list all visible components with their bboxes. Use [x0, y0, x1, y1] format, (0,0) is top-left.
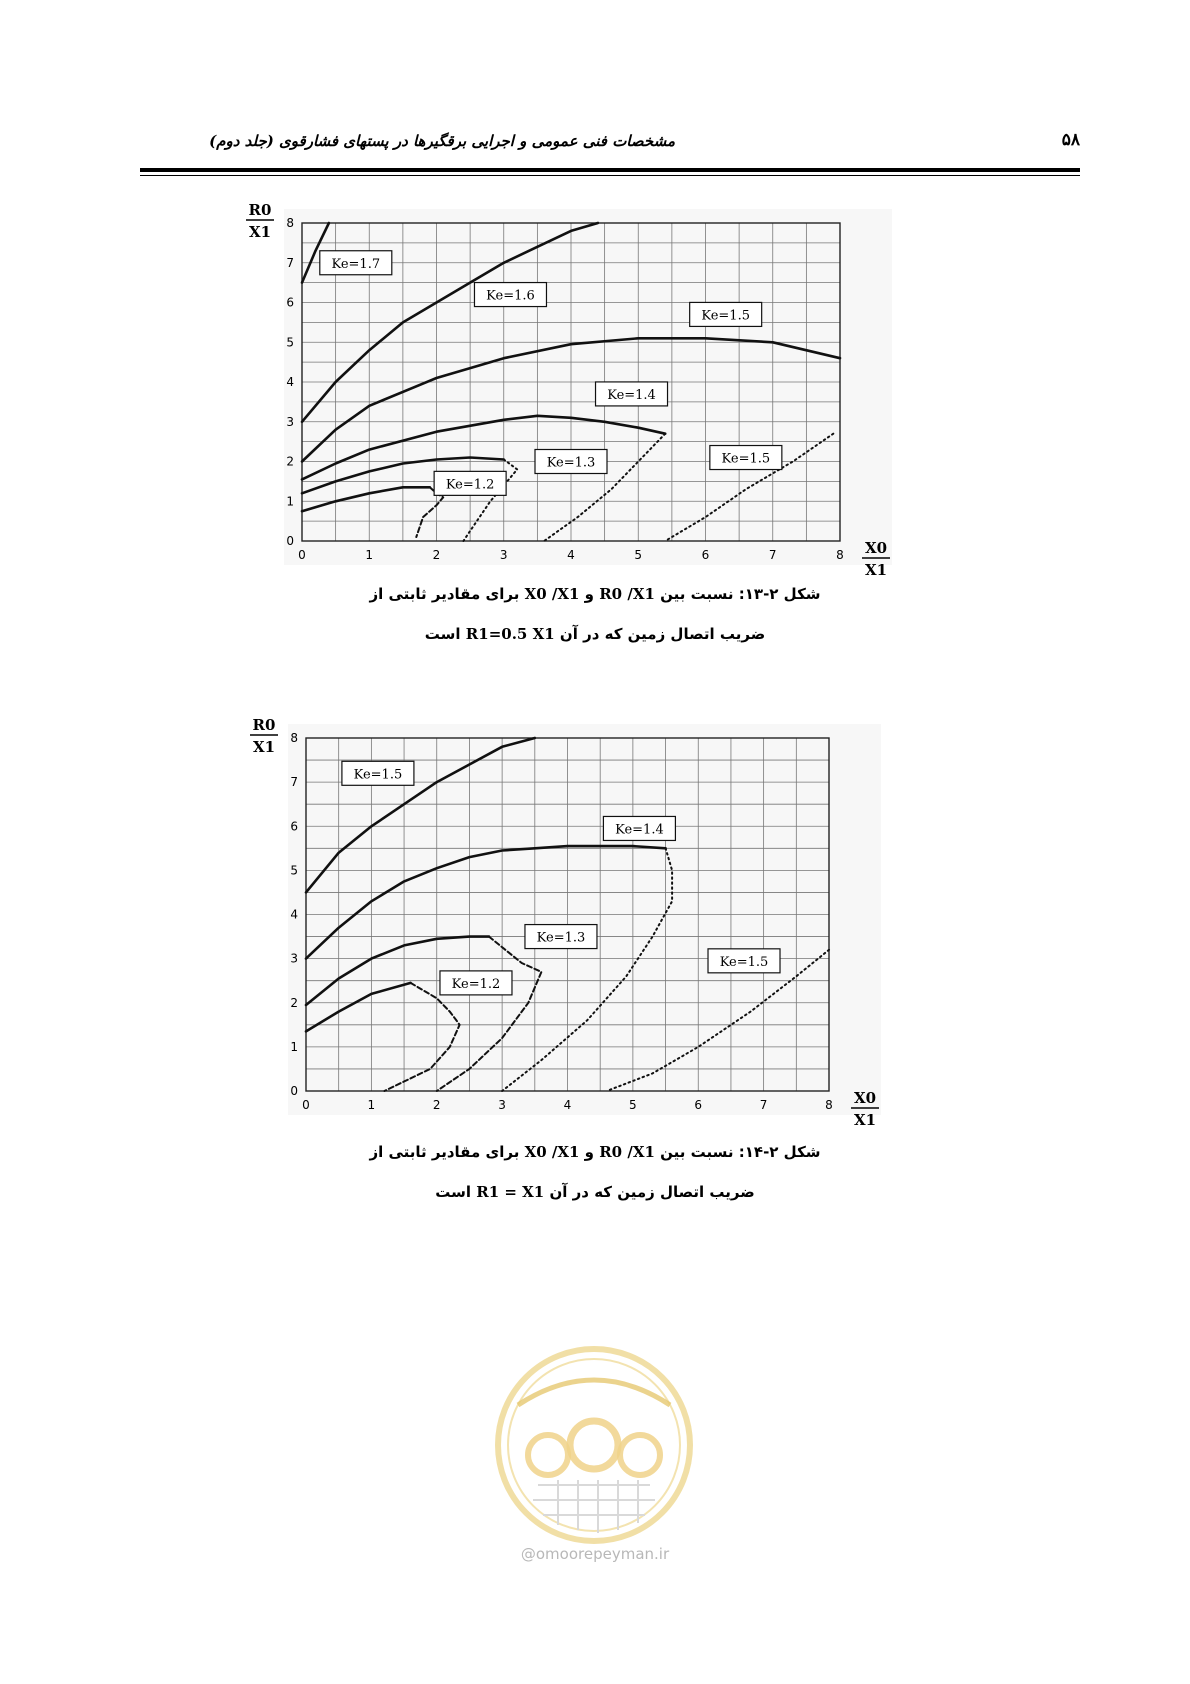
x-tick-label: 5 — [629, 1098, 637, 1112]
y-tick-label: 4 — [286, 375, 294, 389]
caption-1-ratio-a: R0 /X1 — [599, 585, 655, 603]
caption-2-post: برای مقادیر ثابتی از — [369, 1143, 520, 1161]
figure-2-caption-line2 — [0, 1183, 1190, 1201]
page-number: ۵۸ — [1061, 130, 1080, 150]
caption-1-line2-pre: ضریب اتصال زمین که در آن — [559, 625, 766, 643]
y-tick-label: 5 — [290, 863, 298, 878]
y-tick-label: 8 — [286, 216, 294, 230]
figure-1-caption-line2 — [0, 625, 1190, 643]
x-axis-label-numerator: X0 — [864, 539, 888, 557]
caption-2-line2-post: است — [435, 1183, 471, 1201]
caption-2-ratio-a: R0 /X1 — [599, 1143, 655, 1161]
caption-1-pre: شکل ۲-۱۳: نسبت بین — [660, 585, 821, 603]
curve-label-text: Ke=1.5 — [353, 767, 403, 783]
y-tick-label: 3 — [286, 414, 294, 429]
x-axis-label-denominator: X1 — [864, 561, 888, 579]
y-tick-label: 1 — [286, 494, 294, 509]
y-tick-label: 6 — [286, 295, 294, 310]
x-tick-label: 1 — [365, 548, 374, 562]
x-tick-label: 2 — [432, 1098, 441, 1112]
caption-1-ratio-b: X0 /X1 — [524, 585, 580, 603]
y-axis-label-denominator: X1 — [252, 738, 276, 756]
x-tick-label: 8 — [825, 1098, 833, 1112]
watermark-logo — [488, 1335, 700, 1567]
x-tick-label: 3 — [498, 1098, 506, 1112]
watermark-seal-icon — [488, 1335, 700, 1567]
watermark-text: @omoorepeyman.ir — [520, 1545, 670, 1563]
curve-label-text: Ke=1.5 — [721, 451, 771, 467]
x-tick-label: 6 — [701, 548, 710, 562]
header-title: مشخصات فنی عمومی و اجرایی برقگیرها در پستهای فشارقوی (جلد دوم) — [209, 132, 675, 150]
x-tick-label: 3 — [499, 548, 508, 562]
curve-label-text: Ke=1.5 — [701, 308, 750, 324]
y-tick-label: 0 — [290, 1084, 298, 1098]
figure-2-caption-line1 — [0, 1143, 1190, 1161]
chart-2 — [250, 712, 930, 1152]
caption-2-ratio-b: X0 /X1 — [524, 1143, 580, 1161]
x-axis-label-numerator: X0 — [853, 1089, 877, 1107]
y-tick-label: 7 — [286, 255, 294, 270]
x-tick-label: 0 — [298, 548, 306, 562]
y-tick-label: 5 — [286, 335, 294, 350]
y-tick-label: 8 — [290, 731, 298, 745]
curve-label-text: Ke=1.2 — [445, 477, 495, 493]
x-axis-label-denominator: X1 — [853, 1111, 877, 1129]
x-tick-label: 7 — [759, 1098, 768, 1112]
curve-label-text: Ke=1.5 — [719, 954, 769, 970]
caption-1-condition: R1=0.5 X1 — [465, 625, 555, 643]
curve-label-text: Ke=1.7 — [331, 256, 381, 272]
y-tick-label: 3 — [290, 951, 298, 966]
y-tick-label: 7 — [290, 775, 298, 790]
y-tick-label: 0 — [286, 534, 294, 548]
x-tick-label: 7 — [768, 548, 777, 562]
curve-label-text: Ke=1.4 — [615, 822, 664, 838]
x-tick-label: 4 — [567, 548, 575, 562]
y-tick-label: 2 — [290, 995, 298, 1010]
x-tick-label: 2 — [432, 548, 441, 562]
y-tick-label: 4 — [290, 907, 298, 922]
page-header — [140, 128, 1080, 168]
x-tick-label: 1 — [367, 1098, 376, 1112]
y-axis-label-denominator: X1 — [248, 223, 272, 241]
y-axis-label-numerator: R0 — [252, 716, 276, 734]
figure-2 — [250, 712, 930, 1152]
y-tick-label: 6 — [290, 819, 298, 834]
x-tick-label: 8 — [836, 548, 844, 562]
x-tick-label: 0 — [302, 1098, 310, 1112]
caption-1-mid: و — [584, 585, 594, 603]
figure-1 — [230, 190, 910, 580]
header-rule-thin — [140, 175, 1080, 176]
header-rule-thick — [140, 168, 1080, 172]
chart-1 — [230, 190, 910, 580]
y-axis-label-numerator: R0 — [248, 201, 272, 219]
caption-2-pre: شکل ۲-۱۴: نسبت بین — [660, 1143, 821, 1161]
curve-label-text: Ke=1.2 — [451, 976, 501, 992]
caption-2-mid: و — [584, 1143, 594, 1161]
figure-1-caption-line1 — [0, 585, 1190, 603]
curve-label-text: Ke=1.4 — [607, 387, 656, 403]
caption-1-line2-post: است — [424, 625, 461, 643]
curve-label-text: Ke=1.3 — [536, 930, 586, 946]
x-tick-label: 4 — [563, 1098, 572, 1112]
caption-2-condition: R1 = X1 — [476, 1183, 545, 1201]
x-tick-label: 6 — [694, 1098, 703, 1112]
x-tick-label: 5 — [634, 548, 643, 562]
curve-label-text: Ke=1.3 — [546, 455, 596, 471]
caption-1-post: برای مقادیر ثابتی از — [369, 585, 520, 603]
y-tick-label: 1 — [290, 1039, 298, 1054]
caption-2-line2-pre: ضریب اتصال زمین که در آن — [549, 1183, 755, 1201]
curve-label-text: Ke=1.6 — [486, 288, 535, 304]
y-tick-label: 2 — [286, 454, 294, 469]
